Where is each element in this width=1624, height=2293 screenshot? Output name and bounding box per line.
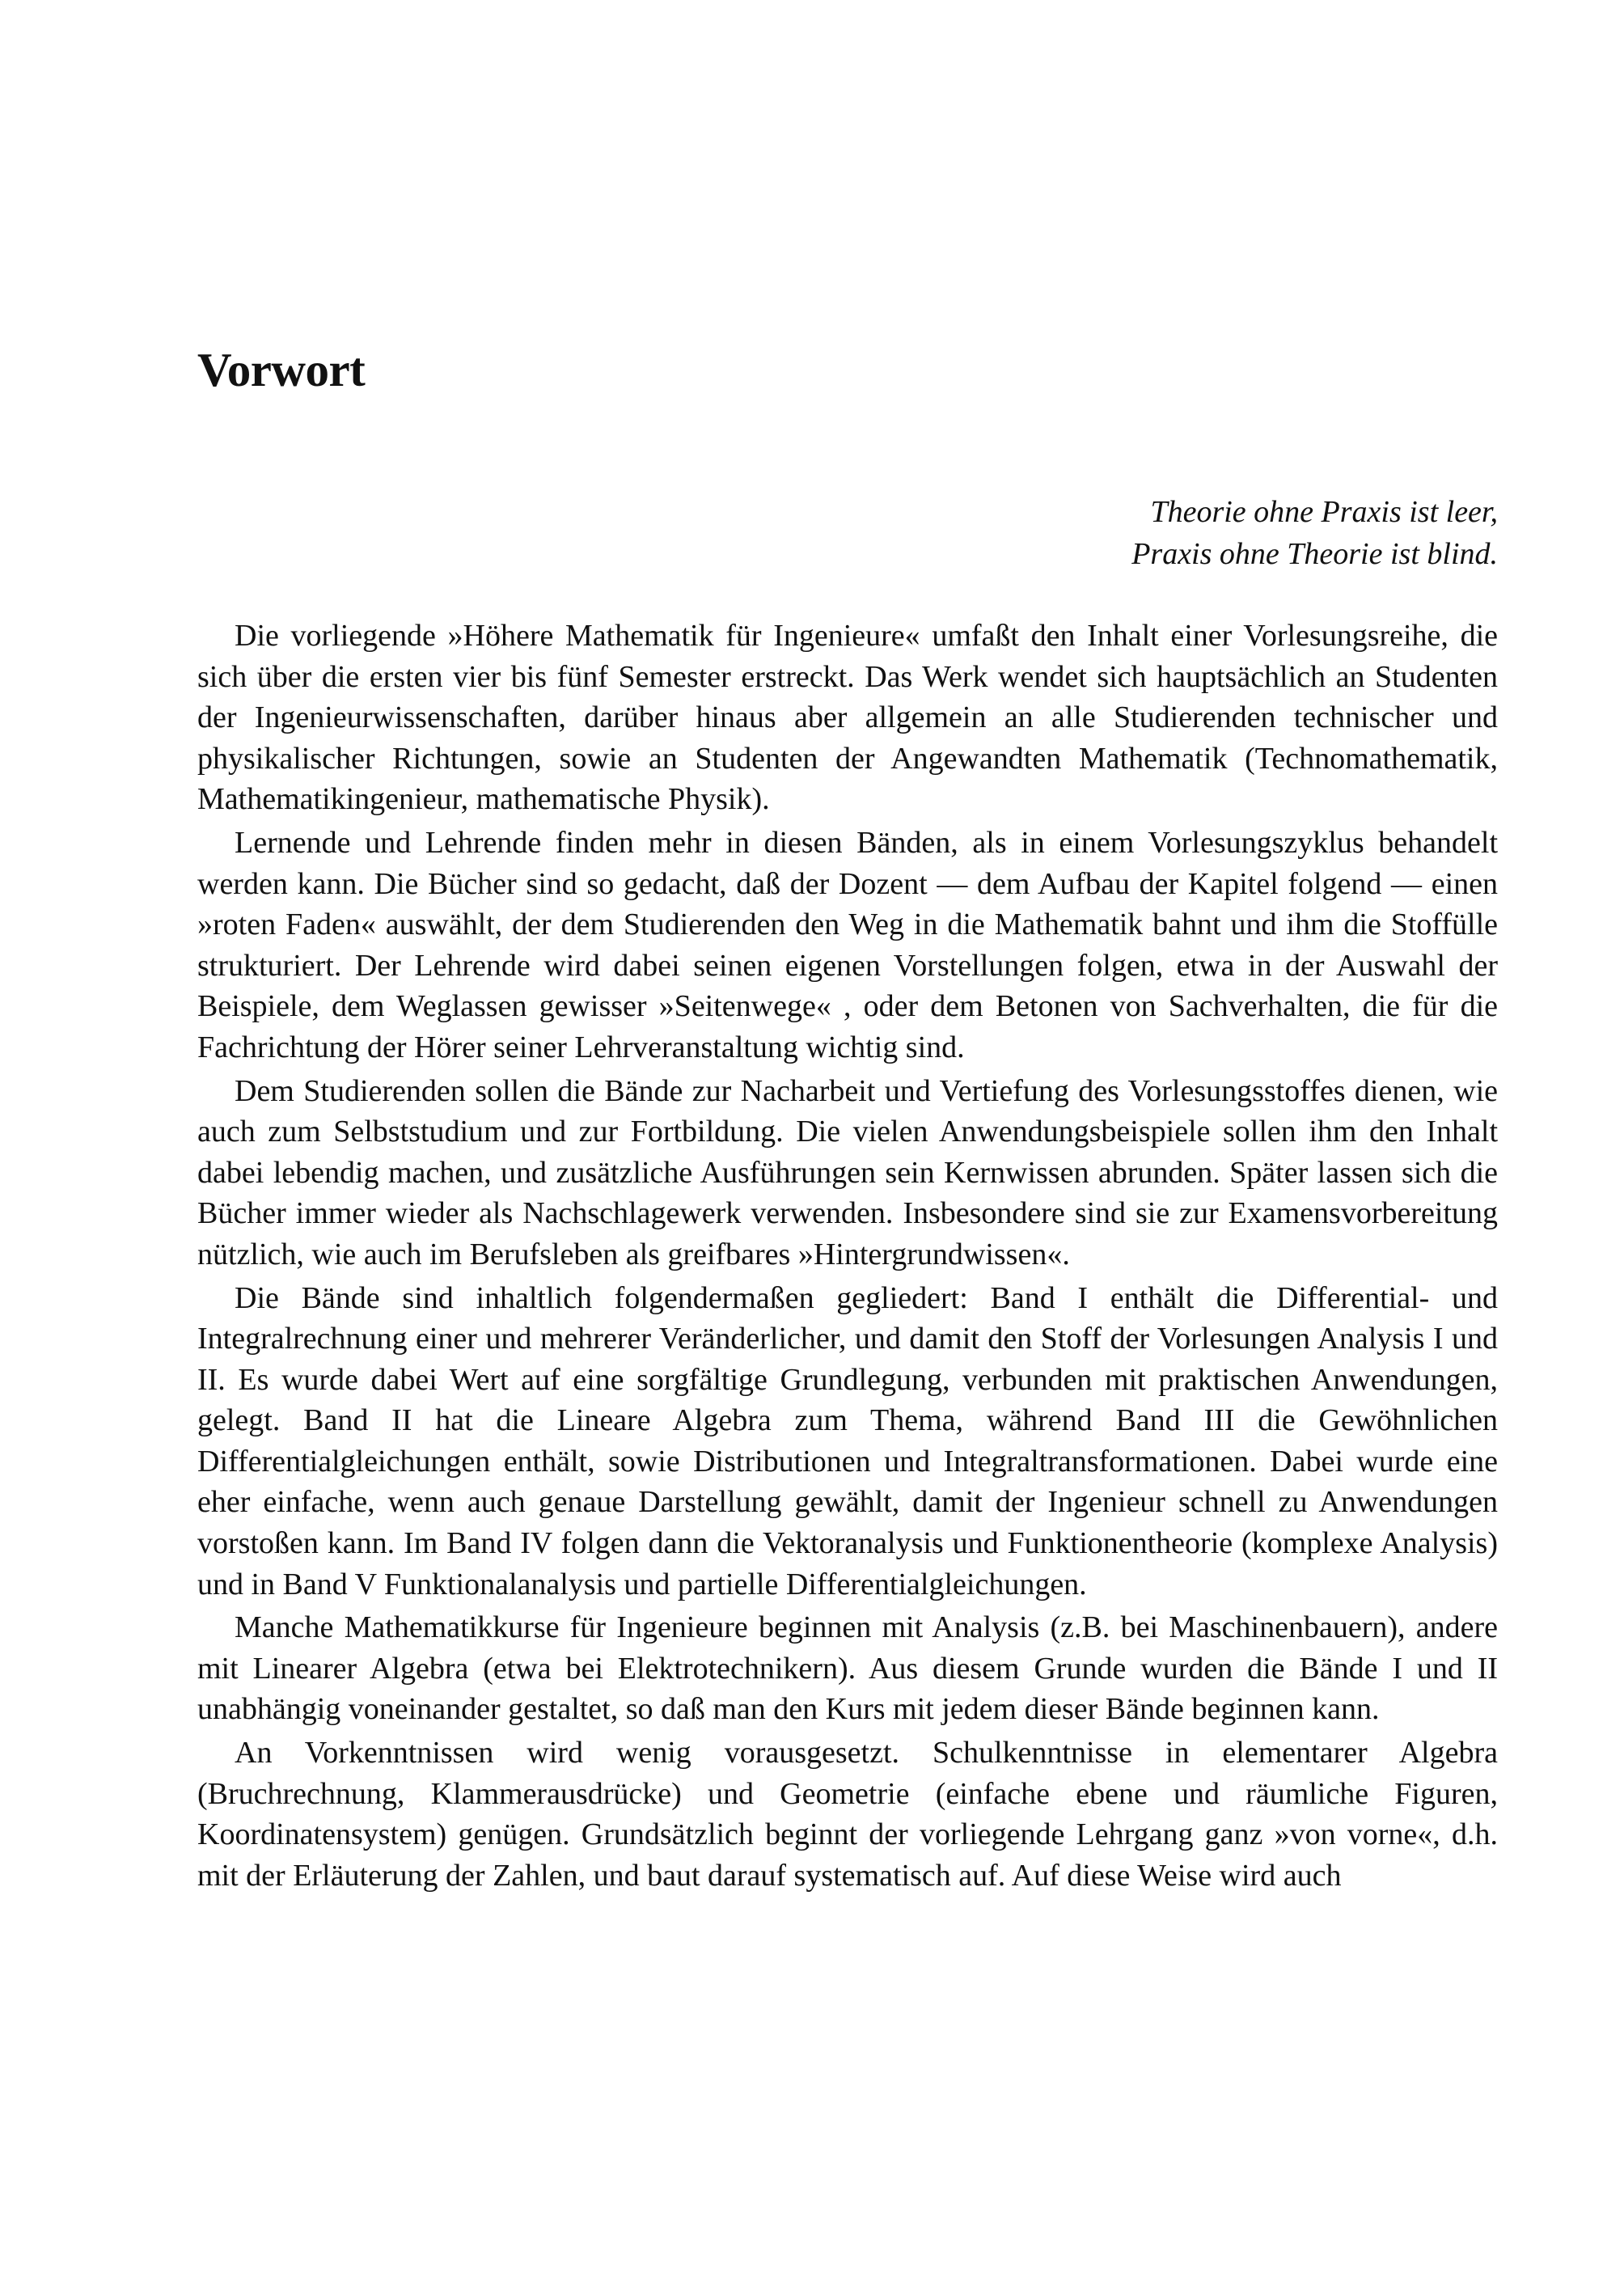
epigraph	[1131, 491, 1498, 575]
epigraph-line: Praxis ohne Theorie ist blind.	[1131, 537, 1498, 571]
paragraph: Manche Mathematikkurse für Ingenieure beginnen mit Analysis (z.B. bei Maschinenbauern), andere mit Linearer Algebra (etwa bei Elektrotechnikern). Aus diesem Grunde wurden die Bände I und II unabhängig voneinander gestaltet, so daß man den Kurs mit jedem dieser Bände beginnen kann.	[197, 1610, 1498, 1727]
paragraph: An Vorkenntnissen wird wenig vorausgesetzt. Schulkenntnisse in elementarer Algebra (Bruchrechnung, Klammerausdrücke) und Geometrie (einfache ebene und räumliche Figuren, Koordinatensystem) genügen. Grundsätzlich beginnt der vorliegende Lehrgang ganz »von vorne«, d.h. mit der Erläuterung der Zahlen, und baut darauf systematisch auf. Auf diese Weise wird auch	[197, 1736, 1498, 1893]
page-title: Vorwort	[197, 343, 366, 396]
epigraph-line: Theorie ohne Praxis ist leer,	[1150, 495, 1498, 529]
preface-body	[197, 616, 1498, 1898]
paragraph: Dem Studierenden sollen die Bände zur Nacharbeit und Vertiefung des Vorlesungsstoffes dienen, wie auch zum Selbststudium und zur Fortbildung. Die vielen Anwendungsbeispiele sollen ihm den Inhalt dabei lebendig machen, und zusätzliche Ausführungen sein Kernwissen abrunden. Später lassen sich die Bücher immer wieder als Nachschlagewerk verwenden. Insbesondere sind sie zur Examensvorbereitung nützlich, wie auch im Berufsleben als greifbares »Hintergrundwissen«.	[197, 1073, 1498, 1271]
paragraph: Lernende und Lehrende finden mehr in diesen Bänden, als in einem Vorlesungszyklus behandelt werden kann. Die Bücher sind so gedacht, daß der Dozent — dem Aufbau der Kapitel folgend — einen »roten Faden« auswählt, der dem Studierenden den Weg in die Mathematik bahnt und ihm die Stoffülle strukturiert. Der Lehrende wird dabei seinen eigenen Vorstellungen folgen, etwa in der Auswahl der Beispiele, dem Weglassen gewisser »Seitenwege« , oder dem Betonen von Sachverhalten, die für die Fachrichtung der Hörer seiner Lehrveranstaltung wichtig sind.	[197, 825, 1498, 1064]
paragraph: Die vorliegende »Höhere Mathematik für Ingenieure« umfaßt den Inhalt einer Vorlesungsreihe, die sich über die ersten vier bis fünf Semester erstreckt. Das Werk wendet sich hauptsächlich an Studenten der Ingenieurwissenschaften, darüber hinaus aber allgemein an alle Studierenden technischer und physikalischer Richtungen, sowie an Studenten der Angewandten Mathematik (Technomathematik, Mathematikingenieur, mathematische Physik).	[197, 619, 1498, 817]
paragraph: Die Bände sind inhaltlich folgendermaßen gegliedert: Band I enthält die Differential- und Integralrechnung einer und mehrerer Veränderlicher, und damit den Stoff der Vorlesungen Analysis I und II. Es wurde dabei Wert auf eine sorgfältige Grundlegung, verbunden mit praktischen Anwendungen, gelegt. Band II hat die Lineare Algebra zum Thema, während Band III die Gewöhnlichen Differentialgleichungen enthält, sowie Distributionen und Integraltransformationen. Dabei wurde eine eher einfache, wenn auch genaue Darstellung gewählt, damit der Ingenieur schnell zu Anwendungen vorstoßen kann. Im Band IV folgen dann die Vektoranalysis und Funktionentheorie (komplexe Analysis) und in Band V Funktionalanalysis und partielle Differentialgleichungen.	[197, 1280, 1498, 1601]
